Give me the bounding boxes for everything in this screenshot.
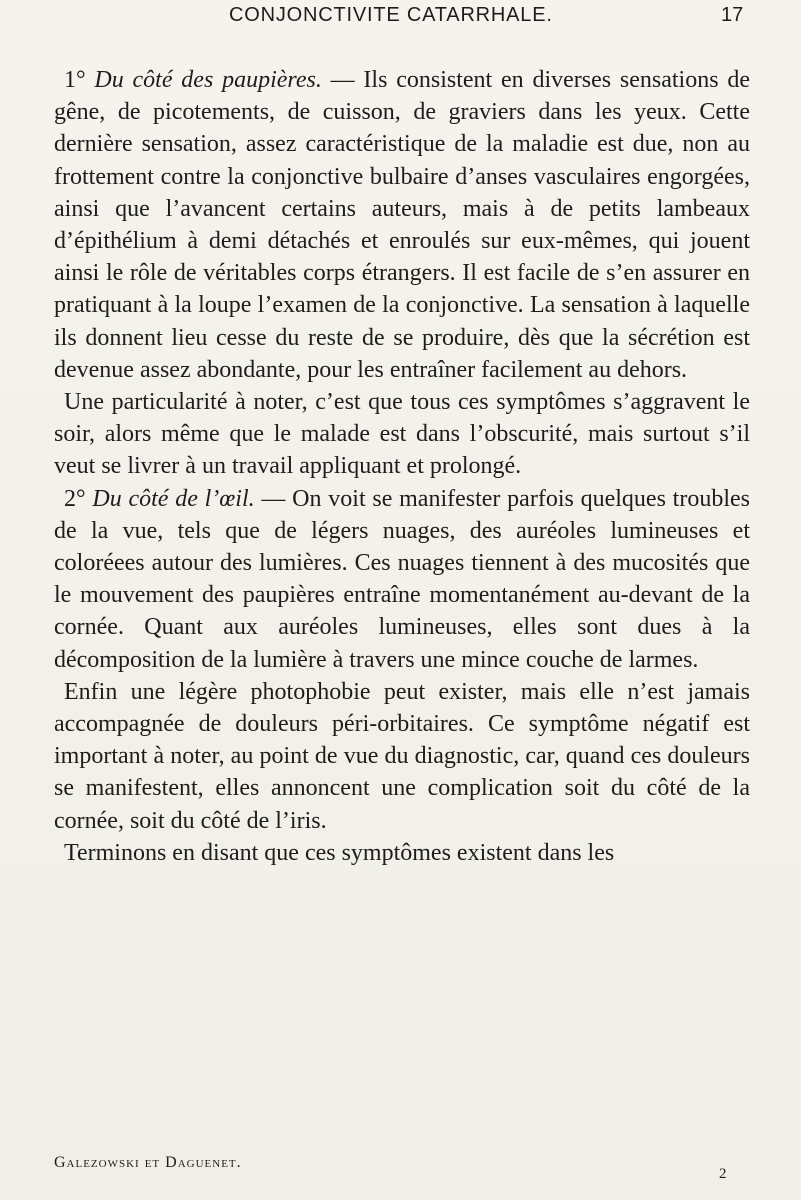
paragraph-eyelids [54, 64, 750, 386]
paragraph-text: Terminons en disant que ces symptômes existent dans les [64, 839, 615, 866]
section-number: 1° [64, 67, 86, 93]
body-text [54, 64, 750, 869]
author-signature: Galezowski et Daguenet. [54, 1154, 242, 1171]
paragraph-text: — On voit se manifester parfois quelques troubles de la vue, tels que de légers nuages, des auréoles lumineuses et coloréees autour des lumières. Ces nuages tiennent à des mucosités que le mouvement des paupières entraîne momentanément au-devant de la cornée. Quant aux auréoles lumineuses, elles sont dues à la décomposition de la lumière à travers une mince couche de larmes. [54, 485, 750, 673]
paragraph-conclusion [54, 837, 750, 869]
paragraph-eye [54, 483, 750, 676]
paragraph-text: Une particularité à noter, c’est que tous ces symptômes s’aggravent le soir, alors même que le malade est dans l’obscurité, mais surtout s’il veut se livrer à un travail appliquant et prolongé. [54, 389, 750, 480]
page-footer [54, 1151, 754, 1195]
sheet-number: 2 [719, 1166, 727, 1182]
running-head: CONJONCTIVITE CATARRHALE. [229, 4, 553, 26]
paragraph-particularity [54, 386, 750, 483]
page-header [0, 2, 801, 42]
section-heading: Du côté de l’œil. [92, 485, 255, 512]
paragraph-text: Enfin une légère photophobie peut exister, mais elle n’est jamais accompagnée de douleurs péri-orbitaires. Ce symptôme négatif est important à noter, au point de vue du diagnostic, car, quand ces douleurs se manifestent, elles annoncent une complication soit du côté de la cornée, soit du côté de l’iris. [54, 678, 750, 834]
section-number: 2° [64, 485, 86, 512]
paragraph-text: — Ils consistent en diverses sensations de gêne, de picotements, de cuisson, de graviers dans les yeux. Cette dernière sensation, assez caractéristique de la maladie est due, non au frottement contre la conjonctive bulbaire d’anses vasculaires engorgées, ainsi que l’avancent certains auteurs, mais à de petits lambeaux d’épithélium à demi détachés et enroulés sur eux-mêmes, qui jouent ainsi le rôle de véritables corps étrangers. Il est facile de s’en assurer en pratiquant à la loupe l’examen de la conjonctive. La sensation à laquelle ils donnent lieu cesse du reste de se produire, dès que la sécrétion est devenue assez abondante, pour les entraîner facilement au dehors. [54, 67, 750, 383]
paragraph-photophobia [54, 676, 750, 837]
page-number: 17 [721, 4, 744, 26]
section-heading: Du côté des paupières. [94, 67, 322, 93]
